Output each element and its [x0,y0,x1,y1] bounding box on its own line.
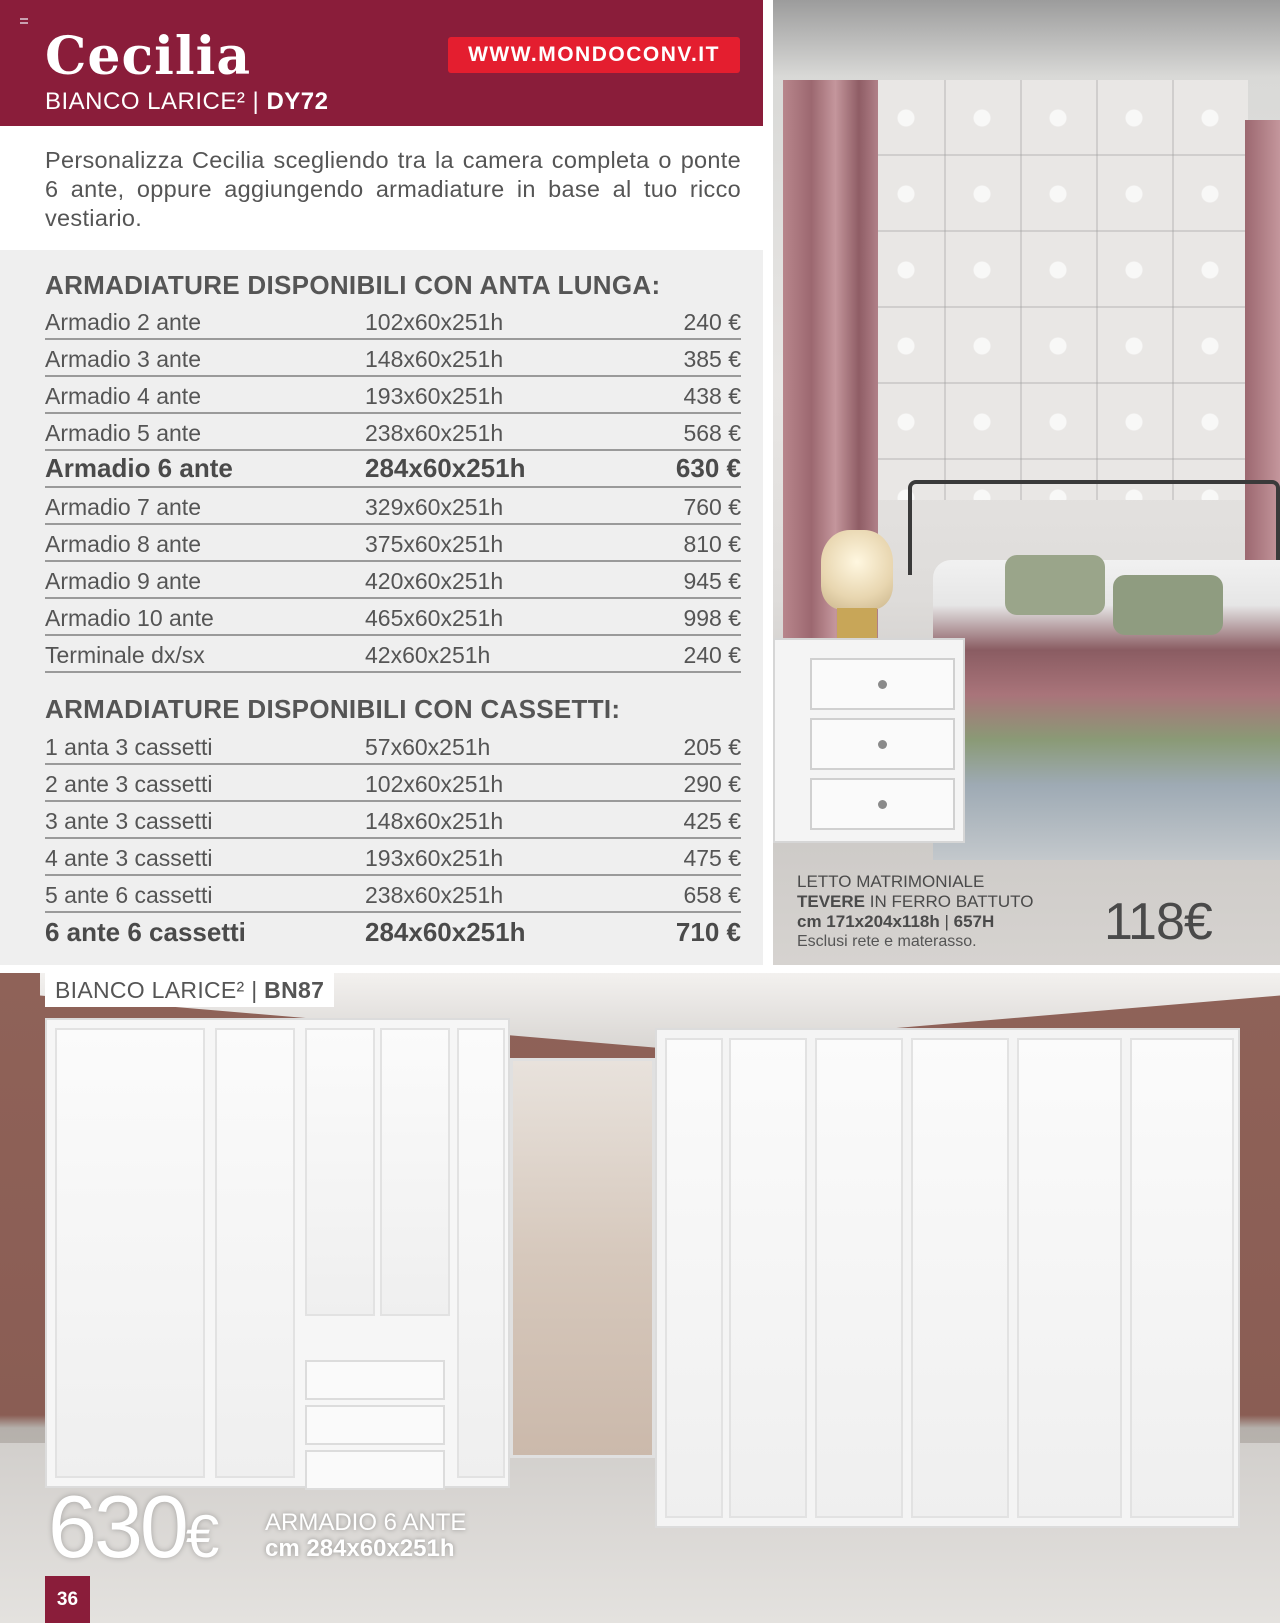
nightstand [773,638,965,843]
row-price: 240 € [683,309,741,335]
row-name: 2 ante 3 cassetti [45,771,213,797]
long-door-title: ARMADIATURE DISPONIBILI CON ANTA LUNGA: [45,270,661,300]
row-price: 385 € [683,346,741,372]
wardrobe-finish: BIANCO LARICE² [55,976,245,1003]
row-name: Armadio 6 ante [45,453,233,483]
row-size: 329x60x251h [365,494,504,520]
row-name: Armadio 3 ante [45,346,201,372]
row-size: 193x60x251h [365,845,504,871]
row-size: 148x60x251h [365,346,504,372]
price-row [45,803,741,839]
bed-price: 118€ [1104,893,1212,951]
row-name: 6 ante 6 cassetti [45,917,246,947]
wardrobe-caption-line1: ARMADIO 6 ANTE [265,1509,467,1536]
separator: | [252,88,260,115]
price-row [45,877,741,913]
row-name: Armadio 5 ante [45,420,201,446]
wardrobe-door [1017,1038,1122,1518]
row-price: 998 € [683,605,741,631]
row-name: Armadio 7 ante [45,494,201,520]
price-row [45,914,741,950]
price-row [45,840,741,876]
header-banner [0,0,763,126]
price-row [45,766,741,802]
bed-dims: cm 171x204x118h [797,912,940,931]
row-price: 205 € [683,734,741,760]
product-subtitle [45,88,329,116]
row-name: Armadio 9 ante [45,568,201,594]
row-size: 465x60x251h [365,605,504,631]
nightstand-drawer [810,658,955,710]
price-row [45,729,741,765]
wardrobe-caption-line2: cm 284x60x251h [265,1535,455,1562]
bed-note: Esclusi rete e materasso. [797,933,977,950]
row-name: 5 ante 6 cassetti [45,882,213,908]
wardrobe-door [305,1028,375,1316]
price-row [45,378,741,414]
row-price: 475 € [683,845,741,871]
wardrobe-drawer [305,1360,445,1400]
wardrobe-door [665,1038,723,1518]
wardrobe-door [729,1038,807,1518]
price-row [45,415,741,451]
bedroom-photo [773,0,1280,965]
row-name: 4 ante 3 cassetti [45,845,213,871]
row-name: Terminale dx/sx [45,642,205,668]
row-name: 3 ante 3 cassetti [45,808,213,834]
wardrobe-right-section [655,1028,1240,1528]
row-price: 240 € [683,642,741,668]
intro-text: Personalizza Cecilia scegliendo tra la camera completa o ponte 6 ante, oppure aggiungendo armadiature in base al tuo ricco vestiario. [45,147,741,231]
bed-material: IN FERRO BATTUTO [865,892,1034,911]
row-price: 630 € [675,453,741,483]
lamp [821,530,893,610]
wardrobe-drawer [305,1450,445,1490]
wardrobe-finish-label: BIANCO LARICE² | BN87 [45,973,334,1007]
price-row [45,304,741,340]
row-size: 420x60x251h [365,568,504,594]
wardrobe-door [215,1028,295,1478]
price-row [45,600,741,636]
pillow [1005,555,1105,615]
row-price: 568 € [683,420,741,446]
row-name: Armadio 4 ante [45,383,201,409]
menu-icon[interactable] [20,18,28,24]
row-size: 375x60x251h [365,531,504,557]
row-price: 290 € [683,771,741,797]
row-price: 710 € [675,917,741,947]
price-row [45,341,741,377]
price-row [45,563,741,599]
wardrobe-door [457,1028,505,1478]
row-price: 760 € [683,494,741,520]
row-size: 238x60x251h [365,882,504,908]
price-row [45,637,741,673]
wardrobe-mirror [510,1058,655,1458]
row-price: 810 € [683,531,741,557]
wardrobe-caption [265,1510,466,1562]
wardrobe-price-value: 630 [48,1477,186,1576]
website-link[interactable]: WWW.MONDOCONV.IT [448,37,740,73]
row-name: Armadio 8 ante [45,531,201,557]
nightstand-drawer [810,778,955,830]
row-size: 193x60x251h [365,383,504,409]
price-row [45,452,741,488]
row-price: 425 € [683,808,741,834]
wardrobe-door [380,1028,450,1316]
row-name: Armadio 10 ante [45,605,214,631]
pillow [1113,575,1223,635]
wall-tiles [868,80,1248,500]
row-size: 238x60x251h [365,420,504,446]
page-number: 36 [45,1576,90,1623]
row-name: Armadio 2 ante [45,309,201,335]
bed-name: TEVERE [797,892,866,911]
row-size: 148x60x251h [365,808,504,834]
row-size: 102x60x251h [365,309,504,335]
bed-code: 657H [953,912,995,931]
wardrobe-code: BN87 [264,976,325,1003]
wardrobe-door [815,1038,903,1518]
bed-caption [797,872,1033,952]
bed-caption-line3: cm 171x204x118h | 657H [797,912,995,931]
wardrobe-drawer [305,1405,445,1445]
wardrobe-door [55,1028,205,1478]
bed-caption-line1: LETTO MATRIMONIALE [797,872,985,891]
row-size: 284x60x251h [365,453,526,483]
row-size: 57x60x251h [365,734,491,760]
product-title: Cecilia [45,26,252,87]
row-price: 945 € [683,568,741,594]
drawers-title: ARMADIATURE DISPONIBILI CON CASSETTI: [45,694,621,724]
row-price: 658 € [683,882,741,908]
wardrobe-price [48,1476,216,1578]
wardrobe-door [911,1038,1009,1518]
bed-caption-line2 [797,892,1033,912]
row-name: 1 anta 3 cassetti [45,734,213,760]
bed [933,560,1280,860]
row-size: 102x60x251h [365,771,504,797]
price-row [45,489,741,525]
row-size: 284x60x251h [365,917,526,947]
price-row [45,526,741,562]
wardrobe-door [1130,1038,1234,1518]
lamp-base [837,608,877,638]
nightstand-drawer [810,718,955,770]
row-size: 42x60x251h [365,642,491,668]
wardrobe-currency: € [185,1503,217,1570]
finish-label: BIANCO LARICE² [45,88,246,115]
row-price: 438 € [683,383,741,409]
product-code: DY72 [266,88,329,115]
